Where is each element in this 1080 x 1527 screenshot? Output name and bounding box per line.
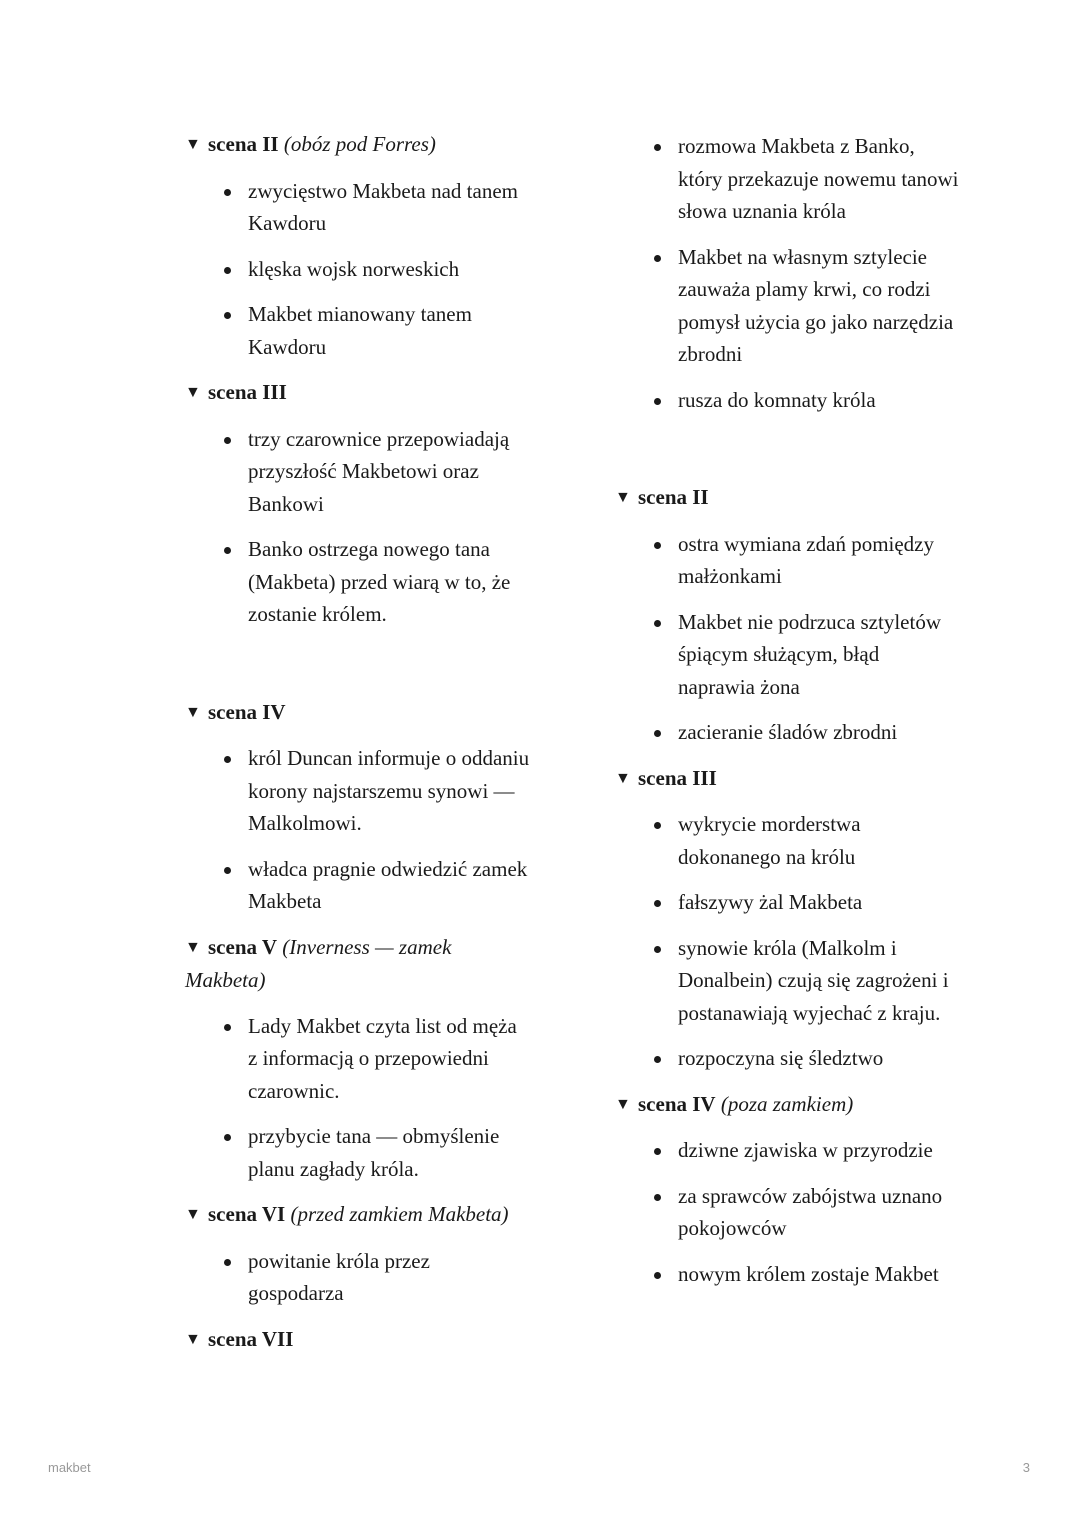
list-item: król Duncan informuje o oddaniu korony najstarszemu synowi — Malkolmowi. xyxy=(185,742,530,840)
footer-page-number: 3 xyxy=(1022,1460,1030,1475)
toggle-triangle-icon[interactable]: ▼ xyxy=(185,938,201,956)
toggle-triangle-icon[interactable]: ▼ xyxy=(185,136,201,153)
scene-items xyxy=(185,423,530,631)
list-item: zacieranie śladów zbrodni xyxy=(615,716,960,749)
scene-heading[interactable]: ▼ scena V (Inverness — zamek Makbeta) xyxy=(185,931,530,997)
spacer xyxy=(615,429,960,481)
bullet-icon xyxy=(654,1148,661,1155)
list-item: za sprawców zabójstwa uznano pokojowców xyxy=(615,1180,960,1245)
scene-items xyxy=(615,130,960,416)
bullet-icon xyxy=(654,1194,661,1201)
bullet-icon xyxy=(654,1056,661,1063)
bullet-icon xyxy=(224,1024,231,1031)
scene-heading[interactable]: ▼ scena II xyxy=(615,481,960,515)
bullet-icon xyxy=(654,1272,661,1279)
list-item: władca pragnie odwiedzić zamek Makbeta xyxy=(185,853,530,918)
bullet-icon xyxy=(224,189,231,196)
spacer xyxy=(185,644,530,696)
scene-items xyxy=(185,1245,530,1310)
bullet-icon xyxy=(224,437,231,444)
bullet-icon xyxy=(224,312,231,319)
list-item: klęska wojsk norweskich xyxy=(185,253,530,286)
bullet-icon xyxy=(224,547,231,554)
toggle-triangle-icon[interactable]: ▼ xyxy=(185,1330,201,1348)
bullet-icon xyxy=(654,730,661,737)
list-item: zwycięstwo Makbeta nad tanem Kawdoru xyxy=(185,175,530,240)
toggle-triangle-icon[interactable]: ▼ xyxy=(185,703,201,721)
toggle-triangle-icon[interactable]: ▼ xyxy=(615,1095,631,1113)
list-item: powitanie króla przez gospodarza xyxy=(185,1245,530,1310)
list-item: Banko ostrzega nowego tana (Makbeta) przed wiarą w to, że zostanie królem. xyxy=(185,533,530,631)
bullet-icon xyxy=(654,398,661,405)
scene-heading[interactable]: ▼ scena VI (przed zamkiem Makbeta) xyxy=(185,1198,530,1232)
list-item: Lady Makbet czyta list od męża z informacją o przepowiedni czarownic. xyxy=(185,1010,530,1108)
scene-items xyxy=(615,808,960,1075)
scene-heading[interactable]: ▼ scena III xyxy=(185,376,530,410)
bullet-icon xyxy=(654,620,661,627)
list-item: trzy czarownice przepowiadają przyszłość Makbetowi oraz Bankowi xyxy=(185,423,530,521)
list-item: nowym królem zostaje Makbet xyxy=(615,1258,960,1291)
list-item: rozmowa Makbeta z Banko, który przekazuje nowemu tanowi słowa uznania króla xyxy=(615,130,960,228)
bullet-icon xyxy=(224,756,231,763)
list-item: rozpoczyna się śledztwo xyxy=(615,1042,960,1075)
list-item: synowie króla (Malkolm i Donalbein) czują się zagrożeni i postanawiają wyjechać z kraju. xyxy=(615,932,960,1030)
scene-items xyxy=(185,175,530,364)
right-column xyxy=(615,128,960,1303)
bullet-icon xyxy=(224,1259,231,1266)
bullet-icon xyxy=(224,867,231,874)
toggle-triangle-icon[interactable]: ▼ xyxy=(615,769,631,787)
bullet-icon xyxy=(224,267,231,274)
scene-heading[interactable]: ▼ scena IV xyxy=(185,696,530,730)
scene-heading[interactable]: ▼ scena III xyxy=(615,762,960,796)
list-item: ostra wymiana zdań pomiędzy małżonkami xyxy=(615,528,960,593)
bullet-icon xyxy=(654,946,661,953)
scene-items xyxy=(185,1010,530,1186)
bullet-icon xyxy=(654,822,661,829)
list-item: rusza do komnaty króla xyxy=(615,384,960,417)
scene-items xyxy=(185,742,530,918)
toggle-triangle-icon[interactable]: ▼ xyxy=(185,1206,201,1223)
list-item: wykrycie morderstwa dokonanego na królu xyxy=(615,808,960,873)
list-item: Makbet mianowany tanem Kawdoru xyxy=(185,298,530,363)
toggle-triangle-icon[interactable]: ▼ xyxy=(185,384,201,401)
list-item: dziwne zjawiska w przyrodzie xyxy=(615,1134,960,1167)
scene-heading[interactable]: ▼ scena VII xyxy=(185,1323,530,1357)
scene-items xyxy=(615,1134,960,1290)
toggle-triangle-icon[interactable]: ▼ xyxy=(615,489,631,506)
bullet-icon xyxy=(654,900,661,907)
list-item: Makbet na własnym sztylecie zauważa plamy krwi, co rodzi pomysł użycia go jako narzędzia zbrodni xyxy=(615,241,960,371)
list-item: przybycie tana — obmyślenie planu zagłady króla. xyxy=(185,1120,530,1185)
scene-heading[interactable]: ▼ scena II (obóz pod Forres) xyxy=(185,128,530,162)
bullet-icon xyxy=(224,1134,231,1141)
scene-items xyxy=(615,528,960,749)
list-item: Makbet nie podrzuca sztyletów śpiącym służącym, błąd naprawia żona xyxy=(615,606,960,704)
bullet-icon xyxy=(654,255,661,262)
footer-document-name: makbet xyxy=(48,1460,91,1475)
bullet-icon xyxy=(654,542,661,549)
list-item: fałszywy żal Makbeta xyxy=(615,886,960,919)
left-column xyxy=(185,128,530,1356)
scene-heading[interactable]: ▼ scena IV (poza zamkiem) xyxy=(615,1088,960,1122)
bullet-icon xyxy=(654,144,661,151)
